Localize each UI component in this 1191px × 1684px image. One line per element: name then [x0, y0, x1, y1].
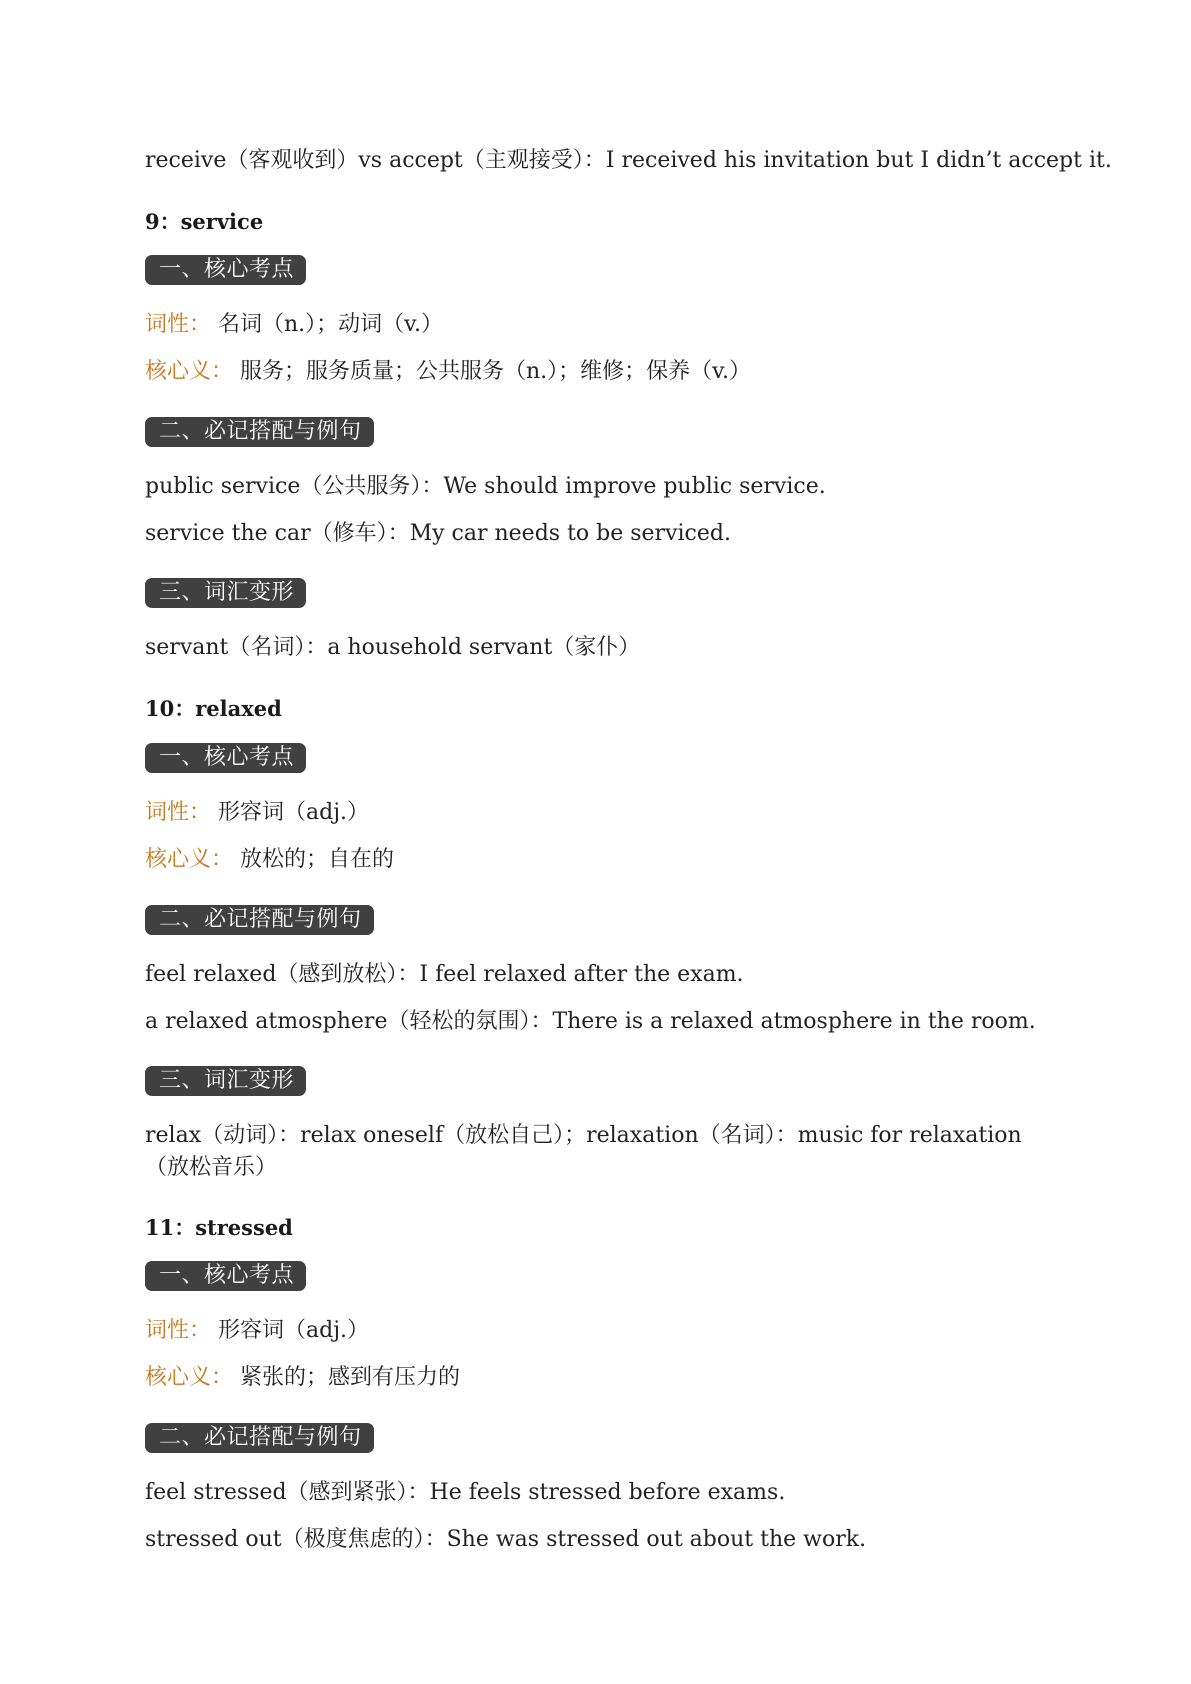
- section-tag-collocations: 二、必记搭配与例句: [145, 1423, 374, 1453]
- section-tag-collocations: 二、必记搭配与例句: [145, 905, 374, 935]
- section-tag-forms: 三、词汇变形: [145, 578, 306, 608]
- core-line: [145, 844, 394, 876]
- pos-value: 形容词（adj.）: [218, 800, 370, 825]
- entry-heading: 10：relaxed: [145, 696, 282, 721]
- collocation-line: feel stressed（感到紧张）：He feels stressed before exams.: [145, 1480, 786, 1505]
- core-value: 紧张的；感到有压力的: [240, 1365, 461, 1390]
- core-label: 核心义：: [145, 1365, 234, 1390]
- pos-label: 词性：: [145, 312, 212, 337]
- collocation-line: public service（公共服务）：We should improve public service.: [145, 474, 826, 499]
- pos-label: 词性：: [145, 1318, 212, 1343]
- collocation-line: stressed out（极度焦虑的）：She was stressed out about the work.: [145, 1527, 867, 1552]
- section-tag-forms: 三、词汇变形: [145, 1066, 306, 1096]
- forms-line: relax（动词）：relax oneself（放松自己）；relaxation（名词）：music for relaxation（放松音乐）: [145, 1123, 1022, 1180]
- core-line: [145, 1362, 460, 1394]
- core-label: 核心义：: [145, 847, 234, 872]
- core-value: 放松的；自在的: [240, 847, 395, 872]
- core-value: 服务；服务质量；公共服务（n.）；维修；保养（v.）: [240, 359, 751, 384]
- forms-line: servant（名词）：a household servant（家仆）: [145, 635, 641, 660]
- section-tag-core: 一、核心考点: [145, 255, 306, 285]
- pos-line: [145, 1315, 369, 1347]
- entry-heading: 9：service: [145, 209, 264, 234]
- entry-heading: 11：stressed: [145, 1215, 293, 1240]
- pos-label: 词性：: [145, 800, 212, 825]
- core-line: [145, 356, 751, 388]
- collocation-line: service the car（修车）：My car needs to be serviced.: [145, 521, 731, 546]
- core-label: 核心义：: [145, 359, 234, 384]
- collocation-line: a relaxed atmosphere（轻松的氛围）：There is a relaxed atmosphere in the room.: [145, 1009, 1036, 1034]
- intro-line: receive（客观收到）vs accept（主观接受）：I received his invitation but I didn’t accept it.: [145, 148, 1112, 173]
- section-tag-collocations: 二、必记搭配与例句: [145, 417, 374, 447]
- section-tag-core: 一、核心考点: [145, 1261, 306, 1291]
- pos-line: [145, 309, 443, 341]
- collocation-line: feel relaxed（感到放松）：I feel relaxed after the exam.: [145, 962, 744, 987]
- pos-value: 形容词（adj.）: [218, 1318, 370, 1343]
- pos-value: 名词（n.）；动词（v.）: [218, 312, 443, 337]
- pos-line: [145, 797, 369, 829]
- section-tag-core: 一、核心考点: [145, 743, 306, 773]
